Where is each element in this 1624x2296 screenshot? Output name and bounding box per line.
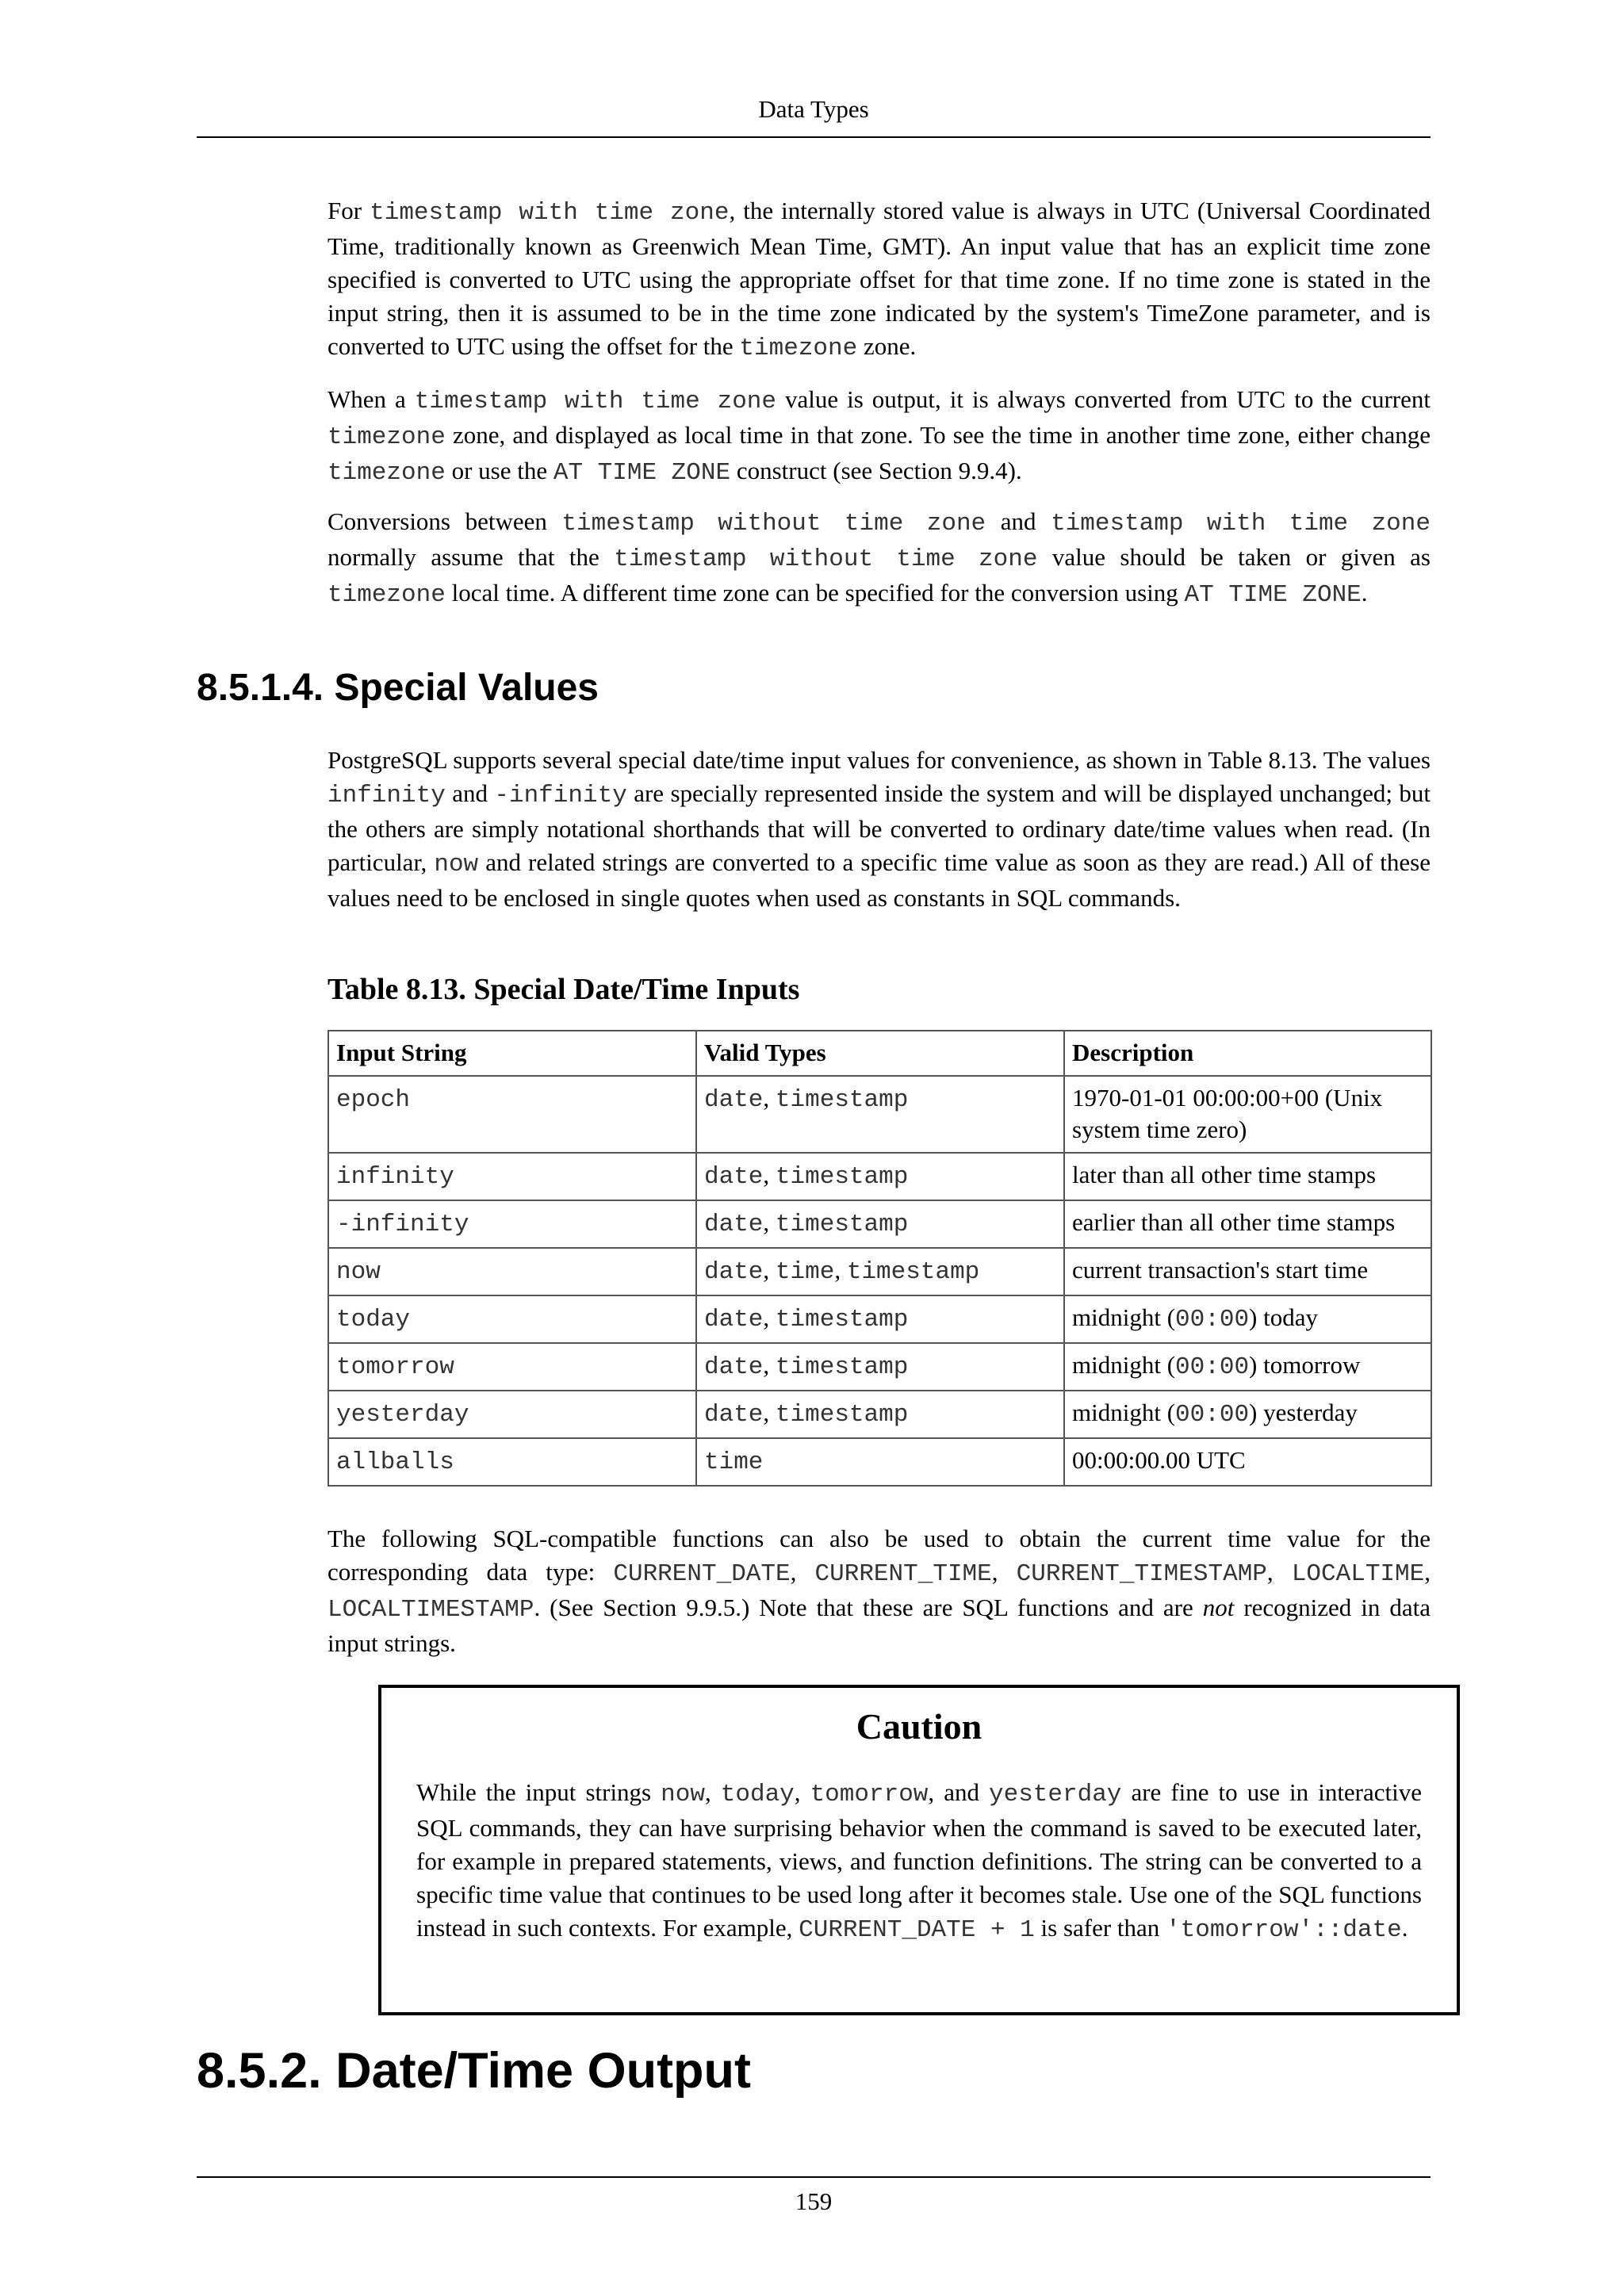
cell-input-string: today [328, 1295, 696, 1343]
cell-description: midnight (00:00) yesterday [1064, 1391, 1431, 1438]
section-heading-special-values: 8.5.1.4. Special Values [197, 667, 599, 709]
caution-box [378, 1685, 1460, 2015]
cell-valid-types: time [696, 1438, 1064, 1486]
paragraph-timestamp-storage: For timestamp with time zone, the internally stored value is always in UTC (Universal Coordinated Time, traditionally known as Greenwich Mean Time, GMT). An input value that has an explicit time zone specified is converted to UTC using the appropriate offset for that time zone. If no time zone is stated in the input string, then it is assumed to be in the time zone indicated by the system's TimeZone parameter, and is converted to UTC using the offset for the timezone zone. [327, 197, 1431, 362]
cell-valid-types: date, timestamp [696, 1076, 1064, 1153]
cell-valid-types: date, timestamp [696, 1391, 1064, 1438]
table-body [328, 1076, 1431, 1486]
table-row [328, 1248, 1431, 1295]
column-header-description: Description [1064, 1031, 1431, 1076]
table-row [328, 1153, 1431, 1200]
table-row [328, 1438, 1431, 1486]
cell-description: earlier than all other time stamps [1064, 1200, 1431, 1248]
footer-rule [197, 2176, 1431, 2178]
column-header-input-string: Input String [328, 1031, 696, 1076]
cell-input-string: tomorrow [328, 1343, 696, 1391]
paragraph-timestamp-conversions: Conversions between timestamp without time zone and timestamp with time zone normally assume that the timestamp without time zone value should be taken or given as timezone local time. A different time zone can be specified for the conversion using AT TIME ZONE. [327, 507, 1431, 609]
cell-valid-types: date, time, timestamp [696, 1248, 1064, 1295]
paragraph-sql-functions: The following SQL-compatible functions can also be used to obtain the current time value for the corresponding data type: CURRENT_DATE, CURRENT_TIME, CURRENT_TIMESTAMP, LOCALTIME, LOCALTIMESTAMP. (See Section 9.9.5.) Note that these are SQL functions and are not recognized in data input strings. [327, 1525, 1431, 1657]
cell-description: later than all other time stamps [1064, 1153, 1431, 1200]
cell-description: 1970-01-01 00:00:00+00 (Unix system time zero) [1064, 1076, 1431, 1153]
column-header-valid-types: Valid Types [696, 1031, 1064, 1076]
paragraph-special-values: PostgreSQL supports several special date/time input values for convenience, as shown in Table 8.13. The values infinity and -infinity are specially represented inside the system and will be displayed unchanged; but the others are simply notational shorthands that will be converted to ordinary date/time values when read. (In particular, now and related strings are converted to a specific time value as soon as they are read.) All of these values need to be enclosed in single quotes when used as constants in SQL commands. [327, 746, 1431, 912]
table-row [328, 1295, 1431, 1343]
cell-valid-types: date, timestamp [696, 1200, 1064, 1248]
cell-valid-types: date, timestamp [696, 1153, 1064, 1200]
cell-description: midnight (00:00) tomorrow [1064, 1343, 1431, 1391]
caution-title: Caution [856, 1706, 982, 1747]
table-header-row [328, 1031, 1431, 1076]
cell-input-string: epoch [328, 1076, 696, 1153]
section-heading-datetime-output: 8.5.2. Date/Time Output [197, 2043, 751, 2099]
cell-valid-types: date, timestamp [696, 1295, 1064, 1343]
page-number: 159 [795, 2187, 833, 2215]
cell-description: 00:00:00.00 UTC [1064, 1438, 1431, 1486]
cell-valid-types: date, timestamp [696, 1343, 1064, 1391]
cell-input-string: yesterday [328, 1391, 696, 1438]
running-header: Data Types [758, 95, 869, 123]
cell-input-string: now [328, 1248, 696, 1295]
table-row [328, 1391, 1431, 1438]
cell-input-string: infinity [328, 1153, 696, 1200]
paragraph-timestamp-output: When a timestamp with time zone value is output, it is always converted from UTC to the current timezone zone, and displayed as local time in that zone. To see the time in another time zone, either change timezone or use the AT TIME ZONE construct (see Section 9.9.4). [327, 385, 1431, 487]
table-row [328, 1343, 1431, 1391]
special-datetime-inputs-table [327, 1030, 1432, 1487]
cell-input-string: allballs [328, 1438, 696, 1486]
table-row [328, 1200, 1431, 1248]
cell-input-string: -infinity [328, 1200, 696, 1248]
table-title: Table 8.13. Special Date/Time Inputs [327, 973, 800, 1006]
header-rule [197, 136, 1431, 138]
caution-text: While the input strings now, today, tomorrow, and yesterday are fine to use in interactive SQL commands, they can have surprising behavior when the command is saved to be executed later, for example in prepared statements, views, and function definitions. The string can be converted to a specific time value that continues to be used long after it becomes stale. Use one of the SQL functions instead in such contexts. For example, CURRENT_DATE + 1 is safer than 'tomorrow'::date. [416, 1778, 1423, 1944]
table-row [328, 1076, 1431, 1153]
cell-description: current transaction's start time [1064, 1248, 1431, 1295]
cell-description: midnight (00:00) today [1064, 1295, 1431, 1343]
